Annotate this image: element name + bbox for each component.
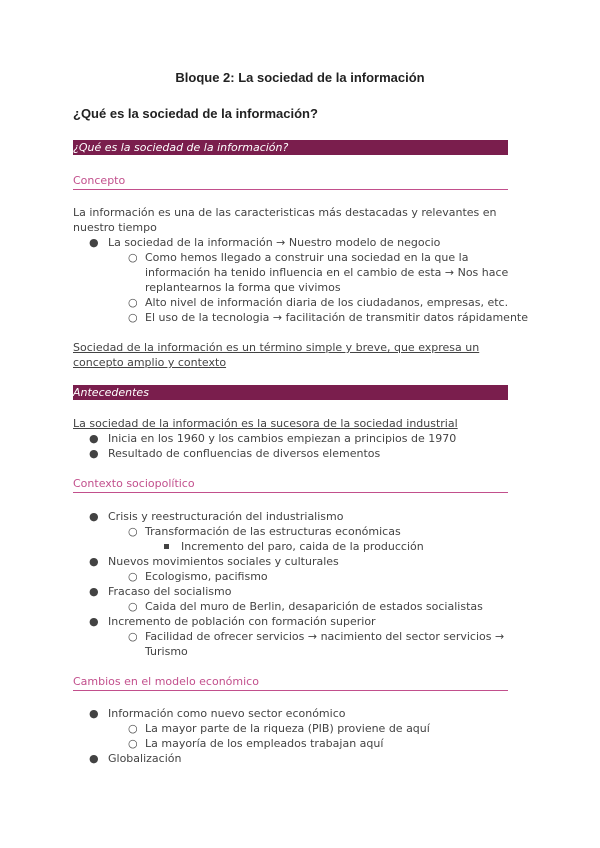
- antecedentes-item2: Resultado de confluencias de diversos elementos: [108, 447, 381, 460]
- bullet-dot: ●: [89, 555, 99, 568]
- bullet-circle: ○: [128, 630, 138, 643]
- contexto-item4-sub-line2: Turismo: [145, 645, 188, 658]
- bullet-circle: ○: [128, 600, 138, 613]
- contexto-item2: Nuevos movimientos sociales y culturales: [108, 555, 339, 568]
- main-heading: ¿Qué es la sociedad de la información?: [73, 106, 318, 121]
- contexto-item2-sub: Ecologismo, pacifismo: [145, 570, 268, 583]
- concepto-intro-line1: La información es una de las caracteristicas más destacadas y relevantes en: [73, 206, 497, 219]
- concepto-sub1-line1: Como hemos llegado a construir una sociedad en la que la: [145, 251, 469, 264]
- contexto-item3: Fracaso del socialismo: [108, 585, 232, 598]
- bullet-circle: ○: [128, 722, 138, 735]
- bullet-dot: ●: [89, 510, 99, 523]
- document-title: Bloque 2: La sociedad de la información: [175, 70, 425, 85]
- concepto-intro-line2: nuestro tiempo: [73, 221, 157, 234]
- concepto-item1: La sociedad de la información → Nuestro modelo de negocio: [108, 236, 441, 249]
- cambios-item1-sub1: La mayor parte de la riqueza (PIB) proviene de aquí: [145, 722, 430, 735]
- bullet-dot: ●: [89, 236, 99, 249]
- section-band-antecedentes: Antecedentes: [73, 385, 508, 400]
- contexto-item1-sub: Transformación de las estructuras económicas: [145, 525, 401, 538]
- concepto-sub3: El uso de la tecnologia → facilitación de transmitir datos rápidamente: [145, 311, 529, 324]
- contexto-item1: Crisis y reestructuración del industrialismo: [108, 510, 344, 523]
- bullet-square: [164, 544, 169, 549]
- cambios-item1-sub2: La mayoría de los empleados trabajan aquí: [145, 737, 384, 750]
- bullet-circle: ○: [128, 570, 138, 583]
- contexto-item1-subsub: Incremento del paro, caida de la producción: [181, 540, 424, 553]
- bullet-circle: ○: [128, 296, 138, 309]
- subheading-contexto-sociopolitico: Contexto sociopolítico: [73, 476, 508, 493]
- subheading-cambios-modelo-economico: Cambios en el modelo económico: [73, 674, 508, 691]
- concepto-sub1-line3: replantearnos la forma que vivimos: [145, 281, 341, 294]
- bullet-dot: ●: [89, 585, 99, 598]
- bullet-circle: ○: [128, 737, 138, 750]
- section-band-que-es: ¿Qué es la sociedad de la información?: [73, 140, 508, 155]
- antecedentes-item1: Inicia en los 1960 y los cambios empiezan a principios de 1970: [108, 432, 457, 445]
- bullet-circle: ○: [128, 525, 138, 538]
- contexto-item3-sub: Caida del muro de Berlin, desaparición de estados socialistas: [145, 600, 483, 613]
- bullet-dot: ●: [89, 752, 99, 765]
- contexto-item4: Incremento de población con formación superior: [108, 615, 376, 628]
- concepto-definition-line1: Sociedad de la información es un término simple y breve, que expresa un: [73, 341, 480, 354]
- bullet-dot: ●: [89, 615, 99, 628]
- concepto-sub2: Alto nivel de información diaria de los ciudadanos, empresas, etc.: [145, 296, 509, 309]
- cambios-item2: Globalización: [108, 752, 182, 765]
- contexto-item4-sub-line1: Facilidad de ofrecer servicios → nacimiento del sector servicios →: [145, 630, 505, 643]
- antecedentes-lead: La sociedad de la información es la sucesora de la sociedad industrial: [73, 417, 458, 430]
- concepto-sub1-line2: información ha tenido influencia en el cambio de esta → Nos hace: [145, 266, 509, 279]
- bullet-circle: ○: [128, 251, 138, 264]
- bullet-circle: ○: [128, 311, 138, 324]
- concepto-definition-line2: concepto amplio y contexto: [73, 356, 227, 369]
- cambios-item1: Información como nuevo sector económico: [108, 707, 346, 720]
- bullet-dot: ●: [89, 432, 99, 445]
- bullet-dot: ●: [89, 447, 99, 460]
- bullet-dot: ●: [89, 707, 99, 720]
- subheading-concepto: Concepto: [73, 173, 508, 190]
